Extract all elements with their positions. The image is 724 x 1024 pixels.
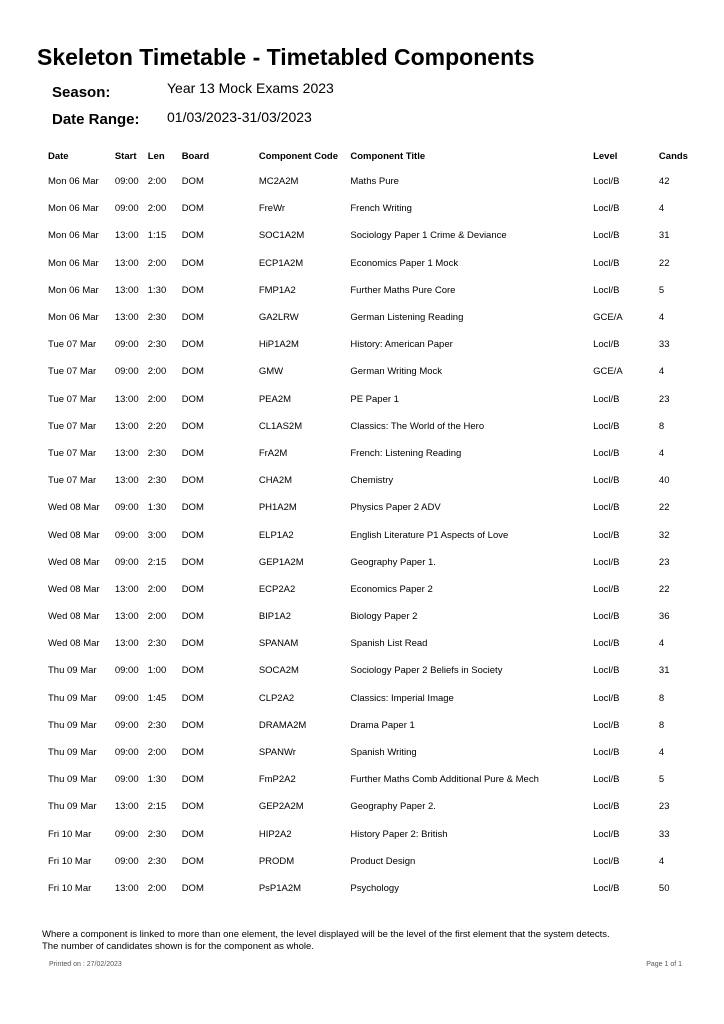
cell-level: Locl/B	[593, 882, 620, 894]
cell-start: 13:00	[114, 611, 139, 623]
cell-start: 13:00	[114, 801, 139, 813]
cell-date: Tue 07 Mar	[48, 420, 97, 432]
cell-level: Locl/B	[593, 719, 620, 731]
table-row	[42, 195, 690, 222]
cell-len: 1:00	[147, 665, 167, 677]
cell-len: 2:30	[147, 638, 167, 650]
cell-cands: 5	[658, 284, 665, 296]
printed-on-date: Printed on : 27/02/2023	[49, 961, 122, 968]
cell-len: 1:45	[147, 692, 167, 704]
column-header-level: Level	[593, 150, 618, 162]
cell-len: 2:30	[147, 475, 167, 487]
table-row	[42, 331, 690, 358]
cell-component-title: Product Design	[350, 855, 416, 867]
table-row	[42, 848, 690, 875]
cell-len: 2:00	[147, 257, 167, 269]
cell-component-title: Chemistry	[350, 475, 394, 487]
cell-component-title: PE Paper 1	[350, 393, 399, 405]
cell-start: 09:00	[114, 747, 139, 759]
cell-len: 2:30	[147, 447, 167, 459]
cell-board: DOM	[181, 747, 204, 759]
cell-component-code: SOC1A2M	[258, 230, 305, 242]
cell-start: 13:00	[114, 230, 139, 242]
cell-len: 2:30	[147, 719, 167, 731]
cell-component-code: ECP2A2	[258, 583, 296, 595]
cell-board: DOM	[181, 176, 204, 188]
cell-cands: 33	[658, 339, 670, 351]
cell-date: Mon 06 Mar	[48, 312, 99, 324]
cell-date: Tue 07 Mar	[48, 447, 97, 459]
cell-start: 09:00	[114, 502, 139, 514]
table-row	[42, 657, 690, 684]
column-header-date: Date	[48, 150, 69, 162]
cell-component-title: Spanish Writing	[350, 747, 417, 759]
cell-component-code: ELP1A2	[258, 529, 294, 541]
table-body	[42, 168, 690, 902]
cell-component-title: French Writing	[350, 203, 412, 215]
cell-component-title: History: American Paper	[350, 339, 453, 351]
cell-cands: 4	[658, 747, 665, 759]
cell-component-title: German Listening Reading	[350, 312, 464, 324]
cell-level: Locl/B	[593, 665, 620, 677]
cell-cands: 4	[658, 203, 665, 215]
cell-date: Fri 10 Mar	[48, 828, 92, 840]
column-header-cands: Cands	[658, 150, 688, 162]
cell-component-code: FrA2M	[258, 447, 288, 459]
cell-start: 13:00	[114, 882, 139, 894]
cell-component-code: MC2A2M	[258, 176, 299, 188]
cell-start: 09:00	[114, 719, 139, 731]
cell-component-code: CL1AS2M	[258, 420, 303, 432]
cell-board: DOM	[181, 339, 204, 351]
cell-component-code: BIP1A2	[258, 611, 292, 623]
cell-len: 2:00	[147, 611, 167, 623]
date-range-value: 01/03/2023-31/03/2023	[167, 109, 312, 125]
cell-len: 3:00	[147, 529, 167, 541]
cell-cands: 31	[658, 665, 670, 677]
cell-component-title: Classics: Imperial Image	[350, 692, 454, 704]
table-row	[42, 712, 690, 739]
column-header-len: Len	[147, 150, 165, 162]
page-number: Page 1 of 1	[646, 961, 682, 968]
column-header-start: Start	[114, 150, 137, 162]
cell-component-title: Biology Paper 2	[350, 611, 418, 623]
table-row	[42, 821, 690, 848]
cell-component-code: SPANWr	[258, 747, 296, 759]
cell-date: Wed 08 Mar	[48, 529, 100, 541]
cell-start: 13:00	[114, 583, 139, 595]
cell-len: 1:30	[147, 502, 167, 514]
cell-level: Locl/B	[593, 774, 620, 786]
cell-date: Thu 09 Mar	[48, 719, 97, 731]
cell-component-title: Economics Paper 2	[350, 583, 433, 595]
cell-board: DOM	[181, 502, 204, 514]
cell-cands: 42	[658, 176, 670, 188]
cell-start: 13:00	[114, 393, 139, 405]
cell-cands: 8	[658, 420, 665, 432]
cell-component-code: FreWr	[258, 203, 286, 215]
cell-date: Wed 08 Mar	[48, 583, 100, 595]
table-row	[42, 358, 690, 385]
cell-board: DOM	[181, 801, 204, 813]
cell-level: Locl/B	[593, 393, 620, 405]
cell-start: 09:00	[114, 366, 139, 378]
cell-cands: 8	[658, 692, 665, 704]
cell-date: Mon 06 Mar	[48, 230, 99, 242]
table-row	[42, 386, 690, 413]
cell-date: Wed 08 Mar	[48, 502, 100, 514]
table-row	[42, 603, 690, 630]
cell-start: 09:00	[114, 529, 139, 541]
cell-len: 2:30	[147, 855, 167, 867]
cell-component-title: Classics: The World of the Hero	[350, 420, 485, 432]
cell-date: Wed 08 Mar	[48, 556, 100, 568]
cell-cands: 4	[658, 447, 665, 459]
cell-component-title: German Writing Mock	[350, 366, 443, 378]
cell-cands: 23	[658, 556, 670, 568]
cell-component-title: Sociology Paper 1 Crime & Deviance	[350, 230, 507, 242]
cell-board: DOM	[181, 611, 204, 623]
page-title: Skeleton Timetable - Timetabled Components	[37, 44, 535, 70]
cell-cands: 5	[658, 774, 665, 786]
cell-cands: 23	[658, 801, 670, 813]
cell-board: DOM	[181, 284, 204, 296]
cell-cands: 33	[658, 828, 670, 840]
cell-len: 2:00	[147, 393, 167, 405]
cell-cands: 31	[658, 230, 670, 242]
cell-board: DOM	[181, 719, 204, 731]
cell-start: 09:00	[114, 774, 139, 786]
cell-board: DOM	[181, 312, 204, 324]
cell-board: DOM	[181, 583, 204, 595]
cell-level: Locl/B	[593, 583, 620, 595]
table-row	[42, 521, 690, 548]
cell-component-title: English Literature P1 Aspects of Love	[350, 529, 509, 541]
date-range-label: Date Range:	[52, 111, 140, 128]
cell-level: Locl/B	[593, 692, 620, 704]
cell-component-code: ECP1A2M	[258, 257, 304, 269]
cell-level: GCE/A	[593, 366, 623, 378]
cell-len: 2:00	[147, 583, 167, 595]
column-header-board: Board	[181, 150, 210, 162]
table-row	[42, 304, 690, 331]
cell-board: DOM	[181, 828, 204, 840]
cell-cands: 32	[658, 529, 670, 541]
cell-board: DOM	[181, 638, 204, 650]
cell-component-code: CHA2M	[258, 475, 293, 487]
table-row	[42, 549, 690, 576]
cell-component-code: GA2LRW	[258, 312, 299, 324]
cell-component-code: HIP2A2	[258, 828, 292, 840]
table-row	[42, 685, 690, 712]
cell-start: 13:00	[114, 312, 139, 324]
cell-date: Tue 07 Mar	[48, 475, 97, 487]
cell-date: Tue 07 Mar	[48, 393, 97, 405]
cell-cands: 22	[658, 583, 670, 595]
cell-level: Locl/B	[593, 502, 620, 514]
cell-cands: 4	[658, 638, 665, 650]
cell-level: Locl/B	[593, 339, 620, 351]
table-row	[42, 250, 690, 277]
cell-level: Locl/B	[593, 747, 620, 759]
table-row	[42, 440, 690, 467]
cell-component-title: Further Maths Pure Core	[350, 284, 456, 296]
table-row	[42, 875, 690, 902]
table-row	[42, 168, 690, 195]
cell-level: Locl/B	[593, 529, 620, 541]
cell-start: 13:00	[114, 447, 139, 459]
cell-component-code: PH1A2M	[258, 502, 297, 514]
cell-len: 1:15	[147, 230, 167, 242]
cell-cands: 4	[658, 312, 665, 324]
table-row	[42, 467, 690, 494]
cell-component-code: GMW	[258, 366, 284, 378]
cell-component-title: Further Maths Comb Additional Pure & Mech	[350, 774, 539, 786]
cell-len: 1:30	[147, 284, 167, 296]
cell-component-code: GEP1A2M	[258, 556, 304, 568]
cell-date: Tue 07 Mar	[48, 339, 97, 351]
cell-board: DOM	[181, 230, 204, 242]
cell-component-code: FMP1A2	[258, 284, 296, 296]
cell-board: DOM	[181, 257, 204, 269]
cell-date: Fri 10 Mar	[48, 882, 92, 894]
column-header-component-title: Component Title	[350, 150, 426, 162]
cell-date: Mon 06 Mar	[48, 284, 99, 296]
cell-date: Thu 09 Mar	[48, 692, 97, 704]
cell-board: DOM	[181, 529, 204, 541]
cell-date: Mon 06 Mar	[48, 176, 99, 188]
table-row	[42, 494, 690, 521]
table-row	[42, 630, 690, 657]
cell-component-title: Geography Paper 1.	[350, 556, 436, 568]
cell-start: 13:00	[114, 257, 139, 269]
cell-start: 13:00	[114, 475, 139, 487]
cell-level: Locl/B	[593, 176, 620, 188]
cell-len: 2:00	[147, 747, 167, 759]
cell-start: 09:00	[114, 665, 139, 677]
table-row	[42, 793, 690, 820]
cell-component-code: PRODM	[258, 855, 295, 867]
cell-date: Thu 09 Mar	[48, 774, 97, 786]
season-label: Season:	[52, 84, 111, 101]
cell-level: Locl/B	[593, 828, 620, 840]
cell-date: Thu 09 Mar	[48, 747, 97, 759]
cell-len: 2:15	[147, 556, 167, 568]
table-header-row	[42, 144, 690, 168]
cell-component-code: HiP1A2M	[258, 339, 299, 351]
cell-component-title: Drama Paper 1	[350, 719, 415, 731]
footnote	[42, 929, 692, 952]
cell-cands: 22	[658, 502, 670, 514]
cell-len: 2:00	[147, 366, 167, 378]
cell-component-title: Physics Paper 2 ADV	[350, 502, 441, 514]
cell-date: Mon 06 Mar	[48, 203, 99, 215]
cell-board: DOM	[181, 774, 204, 786]
cell-date: Wed 08 Mar	[48, 611, 100, 623]
cell-component-title: Maths Pure	[350, 176, 399, 188]
cell-start: 09:00	[114, 203, 139, 215]
table-row	[42, 766, 690, 793]
cell-level: Locl/B	[593, 475, 620, 487]
cell-len: 2:30	[147, 828, 167, 840]
cell-component-code: GEP2A2M	[258, 801, 304, 813]
table-row	[42, 576, 690, 603]
cell-board: DOM	[181, 556, 204, 568]
cell-date: Tue 07 Mar	[48, 366, 97, 378]
cell-board: DOM	[181, 203, 204, 215]
cell-level: Locl/B	[593, 611, 620, 623]
cell-level: Locl/B	[593, 556, 620, 568]
cell-component-code: SPANAM	[258, 638, 299, 650]
cell-start: 09:00	[114, 176, 139, 188]
cell-level: Locl/B	[593, 638, 620, 650]
cell-level: Locl/B	[593, 230, 620, 242]
cell-board: DOM	[181, 882, 204, 894]
cell-component-title: Geography Paper 2.	[350, 801, 436, 813]
cell-level: Locl/B	[593, 284, 620, 296]
cell-cands: 8	[658, 719, 665, 731]
cell-start: 09:00	[114, 556, 139, 568]
cell-len: 2:00	[147, 882, 167, 894]
cell-component-code: SOCA2M	[258, 665, 299, 677]
cell-date: Mon 06 Mar	[48, 257, 99, 269]
cell-board: DOM	[181, 475, 204, 487]
cell-len: 2:20	[147, 420, 167, 432]
cell-len: 2:15	[147, 801, 167, 813]
cell-board: DOM	[181, 366, 204, 378]
cell-len: 2:00	[147, 203, 167, 215]
cell-date: Thu 09 Mar	[48, 801, 97, 813]
cell-level: Locl/B	[593, 855, 620, 867]
cell-level: Locl/B	[593, 203, 620, 215]
cell-start: 13:00	[114, 638, 139, 650]
cell-component-code: FmP2A2	[258, 774, 296, 786]
cell-len: 2:30	[147, 312, 167, 324]
cell-component-title: Economics Paper 1 Mock	[350, 257, 459, 269]
cell-len: 1:30	[147, 774, 167, 786]
cell-cands: 4	[658, 855, 665, 867]
cell-component-code: CLP2A2	[258, 692, 295, 704]
cell-cands: 23	[658, 393, 670, 405]
cell-level: Locl/B	[593, 257, 620, 269]
season-value: Year 13 Mock Exams 2023	[167, 80, 334, 96]
cell-cands: 36	[658, 611, 670, 623]
cell-board: DOM	[181, 692, 204, 704]
cell-component-title: History Paper 2: British	[350, 828, 448, 840]
cell-level: Locl/B	[593, 801, 620, 813]
cell-board: DOM	[181, 665, 204, 677]
cell-component-title: Spanish List Read	[350, 638, 428, 650]
cell-component-code: PsP1A2M	[258, 882, 302, 894]
cell-len: 2:00	[147, 176, 167, 188]
cell-board: DOM	[181, 420, 204, 432]
column-header-component-code: Component Code	[258, 150, 338, 162]
cell-cands: 4	[658, 366, 665, 378]
cell-component-title: Sociology Paper 2 Beliefs in Society	[350, 665, 503, 677]
cell-len: 2:30	[147, 339, 167, 351]
cell-board: DOM	[181, 393, 204, 405]
table-row	[42, 222, 690, 249]
cell-date: Wed 08 Mar	[48, 638, 100, 650]
cell-date: Fri 10 Mar	[48, 855, 92, 867]
table-row	[42, 413, 690, 440]
cell-board: DOM	[181, 447, 204, 459]
cell-start: 09:00	[114, 339, 139, 351]
footnote-line-2: The number of candidates shown is for the component as whole.	[42, 940, 314, 952]
cell-start: 09:00	[114, 692, 139, 704]
cell-cands: 22	[658, 257, 670, 269]
table-row	[42, 277, 690, 304]
cell-component-code: PEA2M	[258, 393, 292, 405]
table-row	[42, 739, 690, 766]
footnote-line-1: Where a component is linked to more than one element, the level displayed will be the level of the first element that the system detects.	[42, 929, 610, 940]
cell-start: 13:00	[114, 420, 139, 432]
cell-level: Locl/B	[593, 420, 620, 432]
cell-component-title: French: Listening Reading	[350, 447, 462, 459]
cell-cands: 40	[658, 475, 670, 487]
cell-component-code: DRAMA2M	[258, 719, 307, 731]
cell-board: DOM	[181, 855, 204, 867]
timetable-table	[42, 144, 690, 902]
cell-start: 09:00	[114, 828, 139, 840]
cell-level: GCE/A	[593, 312, 623, 324]
cell-level: Locl/B	[593, 447, 620, 459]
cell-cands: 50	[658, 882, 670, 894]
cell-date: Thu 09 Mar	[48, 665, 97, 677]
cell-start: 13:00	[114, 284, 139, 296]
cell-component-title: Psychology	[350, 882, 399, 894]
cell-start: 09:00	[114, 855, 139, 867]
